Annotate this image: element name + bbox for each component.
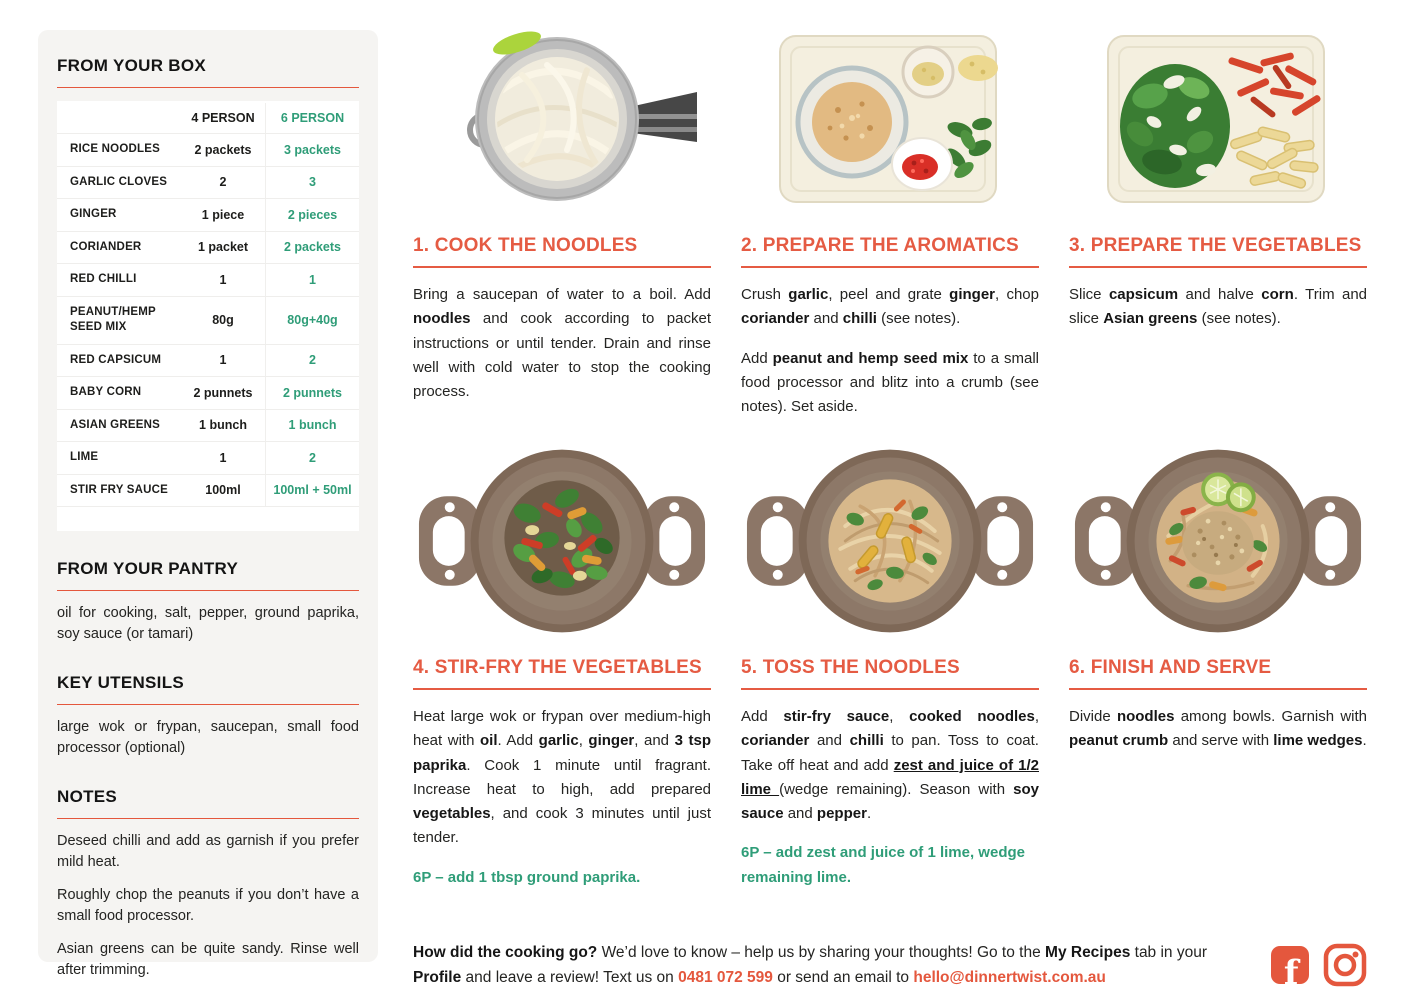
step-1-title: 1. COOK THE NOODLES — [413, 235, 711, 268]
notes-title: NOTES — [57, 787, 359, 819]
text-segment: My Recipes — [1045, 943, 1131, 961]
step-2-title: 2. PREPARE THE AROMATICS — [741, 235, 1039, 268]
text-segment: (see notes). — [876, 310, 961, 328]
ingredient-name: GARLIC CLOVES — [70, 175, 168, 188]
text-segment: chilli — [842, 310, 877, 328]
text-segment: , peel and grate — [828, 286, 950, 303]
text-segment: , and — [634, 732, 675, 750]
text-segment: or send an email to — [772, 968, 914, 986]
text-segment: How did the cooking go? — [413, 943, 598, 961]
ingredient-name: LIME — [70, 451, 99, 464]
text-segment: garlic — [538, 732, 579, 750]
text-segment: (see notes). — [1197, 310, 1281, 328]
text-segment: , and cook 3 minutes until just tender. — [413, 805, 711, 847]
text-segment: peanut crumb — [1069, 732, 1169, 750]
header-empty-cell — [57, 103, 181, 133]
text-segment: 0481 072 599 — [678, 968, 773, 986]
qty-4-person: 1 — [219, 353, 227, 368]
text-segment: . Trim and slice — [1069, 286, 1368, 328]
social-links — [1271, 943, 1367, 987]
text-segment: Add — [741, 349, 773, 367]
facebook-icon[interactable] — [1271, 946, 1309, 984]
text-segment: 3 tsp paprika — [413, 732, 711, 774]
table-header-row — [57, 103, 359, 134]
text-segment: and serve with — [1168, 732, 1274, 750]
step-1-photo — [413, 30, 711, 208]
table-row — [57, 232, 359, 265]
qty-6-person: 2 — [265, 345, 359, 377]
step-1 — [413, 30, 711, 445]
text-segment: cooked noodles — [909, 708, 1035, 725]
text-segment: noodles — [413, 310, 471, 328]
qty-4-person: 2 punnets — [193, 385, 253, 400]
text-segment: Asian greens — [1103, 310, 1198, 328]
text-segment: capsicum — [1108, 286, 1179, 303]
utensils-text: large wok or frypan, saucepan, small food processor (optional) — [57, 719, 359, 757]
step-2-photo — [741, 30, 1039, 208]
recipe-steps — [413, 30, 1367, 1005]
qty-6-person: 2 punnets — [265, 377, 359, 409]
step-1-instructions — [413, 283, 711, 404]
step-2-instructions-2 — [741, 347, 1039, 420]
text-segment: Bring a saucepan of water to a boil. Add — [413, 286, 711, 303]
table-row — [57, 410, 359, 443]
step-3-instructions — [1069, 283, 1367, 332]
vegetables-tray-illustration — [1078, 30, 1358, 208]
text-segment: peanut and hemp seed mix — [772, 349, 969, 367]
wok-noodles-illustration — [741, 446, 1039, 636]
qty-4-person: 1 packet — [197, 240, 249, 255]
facebook-f-glyph: f — [1283, 952, 1299, 984]
aromatics-tray-illustration — [750, 30, 1030, 208]
text-segment: chilli — [849, 732, 884, 750]
text-segment: and — [809, 732, 850, 750]
ingredient-name: RICE NOODLES — [70, 143, 160, 155]
table-row — [57, 475, 359, 508]
key-utensils-title: KEY UTENSILS — [57, 673, 359, 705]
header-6-person: 6 PERSON — [265, 103, 359, 133]
ingredient-name: BABY CORN — [70, 386, 142, 399]
text-segment: noodles — [1116, 708, 1175, 725]
table-row — [57, 345, 359, 378]
text-segment: among bowls. Garnish with — [1174, 708, 1368, 725]
text-segment: corn — [1261, 286, 1294, 303]
note-2: Roughly chop the peanuts if you don’t have a small food processor. — [57, 887, 359, 925]
text-segment: 6P – add zest and juice of 1 lime, wedge remaining lime. — [741, 844, 1025, 886]
feedback-text — [413, 940, 1258, 990]
qty-4-person: 2 packets — [194, 142, 252, 157]
text-segment: ginger — [588, 732, 635, 750]
step-3-title: 3. PREPARE THE VEGETABLES — [1069, 235, 1367, 268]
text-segment: , — [889, 708, 910, 725]
qty-6-person: 1 — [265, 264, 359, 296]
from-your-box-title: FROM YOUR BOX — [57, 56, 359, 88]
text-segment: and halve — [1178, 286, 1262, 303]
text-segment: . Add — [497, 732, 539, 750]
text-segment: coriander — [741, 732, 810, 750]
step-4-title: 4. STIR-FRY THE VEGETABLES — [413, 657, 711, 690]
ingredient-name: GINGER — [70, 208, 117, 221]
ingredients-sidebar — [38, 30, 378, 979]
text-segment: and leave a review! Text us on — [461, 968, 679, 986]
text-segment: tab in your — [1130, 943, 1208, 961]
qty-4-person: 1 piece — [201, 207, 245, 222]
text-segment: to pan. Toss to coat. Take off heat and add — [741, 732, 1039, 774]
ingredient-name: PEANUT/HEMP SEED MIX — [70, 305, 156, 334]
text-segment: stir-fry sauce — [783, 708, 890, 725]
qty-4-person: 100ml — [205, 483, 241, 498]
text-segment: vegetables — [413, 805, 491, 823]
text-segment: zest and juice of 1/2 lime — [741, 756, 1039, 798]
step-3-photo — [1069, 30, 1367, 208]
footer — [413, 924, 1367, 1005]
step-6-instructions — [1069, 705, 1367, 754]
table-row — [57, 442, 359, 475]
text-segment: (wedge remaining). Season with — [779, 780, 1014, 798]
step-2 — [741, 30, 1039, 445]
text-segment: lime wedges — [1273, 732, 1363, 750]
pantry-text: oil for cooking, salt, pepper, ground paprika, soy sauce (or tamari) — [57, 605, 359, 643]
qty-6-person: 2 pieces — [265, 199, 359, 231]
ingredient-name: STIR FRY SAUCE — [70, 483, 169, 496]
instagram-icon[interactable] — [1323, 943, 1367, 987]
text-segment: Crush — [741, 286, 789, 303]
qty-4-person: 1 — [219, 272, 227, 287]
text-segment: , — [1034, 708, 1040, 725]
step-4-6p-note — [413, 866, 711, 890]
table-row — [57, 199, 359, 232]
table-row — [57, 264, 359, 297]
step-4-instructions — [413, 705, 711, 851]
text-segment: ginger — [949, 286, 996, 303]
step-2-instructions — [741, 283, 1039, 332]
text-segment: oil — [480, 732, 498, 750]
wok-vegetables-illustration — [413, 446, 711, 636]
text-segment: We’d love to know – help us by sharing your thoughts! Go to the — [597, 943, 1046, 961]
text-segment: Heat large wok or frypan over medium-high heat with — [413, 708, 711, 750]
step-5 — [741, 445, 1039, 890]
table-row — [57, 167, 359, 200]
step-6-title: 6. FINISH AND SERVE — [1069, 657, 1367, 690]
text-segment: Divide — [1069, 708, 1117, 725]
text-segment: and — [783, 805, 817, 823]
step-3 — [1069, 30, 1367, 445]
ingredient-name: RED CHILLI — [70, 273, 137, 286]
text-segment: and cook according to packet instructions or until tender. Drain and rinse well with cold water to stop the cooking process. — [413, 310, 711, 401]
table-row — [57, 377, 359, 410]
text-segment: pepper — [816, 805, 867, 823]
ingredients-table — [57, 101, 359, 531]
qty-6-person: 3 — [265, 167, 359, 199]
step-4 — [413, 445, 711, 890]
text-segment: and — [809, 310, 843, 328]
qty-4-person: 1 — [219, 450, 227, 465]
step-5-instructions — [741, 705, 1039, 826]
text-segment: hello@dinnertwist.com.au — [913, 968, 1106, 986]
ingredient-name: CORIANDER — [70, 240, 142, 253]
ingredient-name: RED CAPSICUM — [70, 353, 162, 366]
text-segment: , chop — [995, 286, 1039, 303]
qty-6-person: 100ml + 50ml — [265, 475, 359, 507]
qty-4-person: 1 bunch — [199, 418, 247, 433]
qty-6-person: 3 packets — [265, 134, 359, 166]
qty-4-person: 2 — [219, 175, 227, 190]
qty-6-person: 80g+40g — [265, 297, 359, 344]
rice-noodles-strainer-illustration — [427, 30, 697, 208]
table-row — [57, 297, 359, 345]
text-segment: 6P – add 1 tbsp ground paprika. — [413, 868, 641, 886]
qty-4-person: 80g — [212, 313, 234, 328]
qty-6-person: 2 — [265, 442, 359, 474]
step-4-photo — [413, 445, 711, 637]
text-segment: soy sauce — [741, 780, 1039, 823]
text-segment: . — [866, 805, 872, 823]
qty-6-person: 1 bunch — [265, 410, 359, 442]
text-segment: , — [578, 732, 589, 750]
qty-6-person: 2 packets — [265, 232, 359, 264]
wok-finished-dish-illustration — [1069, 446, 1367, 636]
step-5-photo — [741, 445, 1039, 637]
step-5-title: 5. TOSS THE NOODLES — [741, 657, 1039, 690]
note-3: Asian greens can be quite sandy. Rinse well after trimming. — [57, 941, 359, 979]
ingredient-name: ASIAN GREENS — [70, 418, 160, 431]
note-1: Deseed chilli and add as garnish if you prefer mild heat. — [57, 833, 359, 871]
header-4-person: 4 PERSON — [191, 111, 255, 125]
text-segment: coriander — [741, 310, 810, 328]
step-6 — [1069, 445, 1367, 890]
step-5-6p-note — [741, 841, 1039, 890]
from-your-pantry-title: FROM YOUR PANTRY — [57, 559, 359, 591]
table-row — [57, 134, 359, 167]
text-segment: garlic — [788, 286, 829, 303]
text-segment: Add — [741, 708, 784, 725]
text-segment: to a small food processor and blitz into a crumb (see notes). Set aside. — [741, 349, 1040, 416]
text-segment: Slice — [1069, 286, 1109, 303]
text-segment: Profile — [413, 968, 462, 986]
text-segment: . — [1362, 732, 1367, 750]
step-6-photo — [1069, 445, 1367, 637]
text-segment: . Cook 1 minute until fragrant. Increase heat to high, add prepared — [413, 756, 711, 798]
